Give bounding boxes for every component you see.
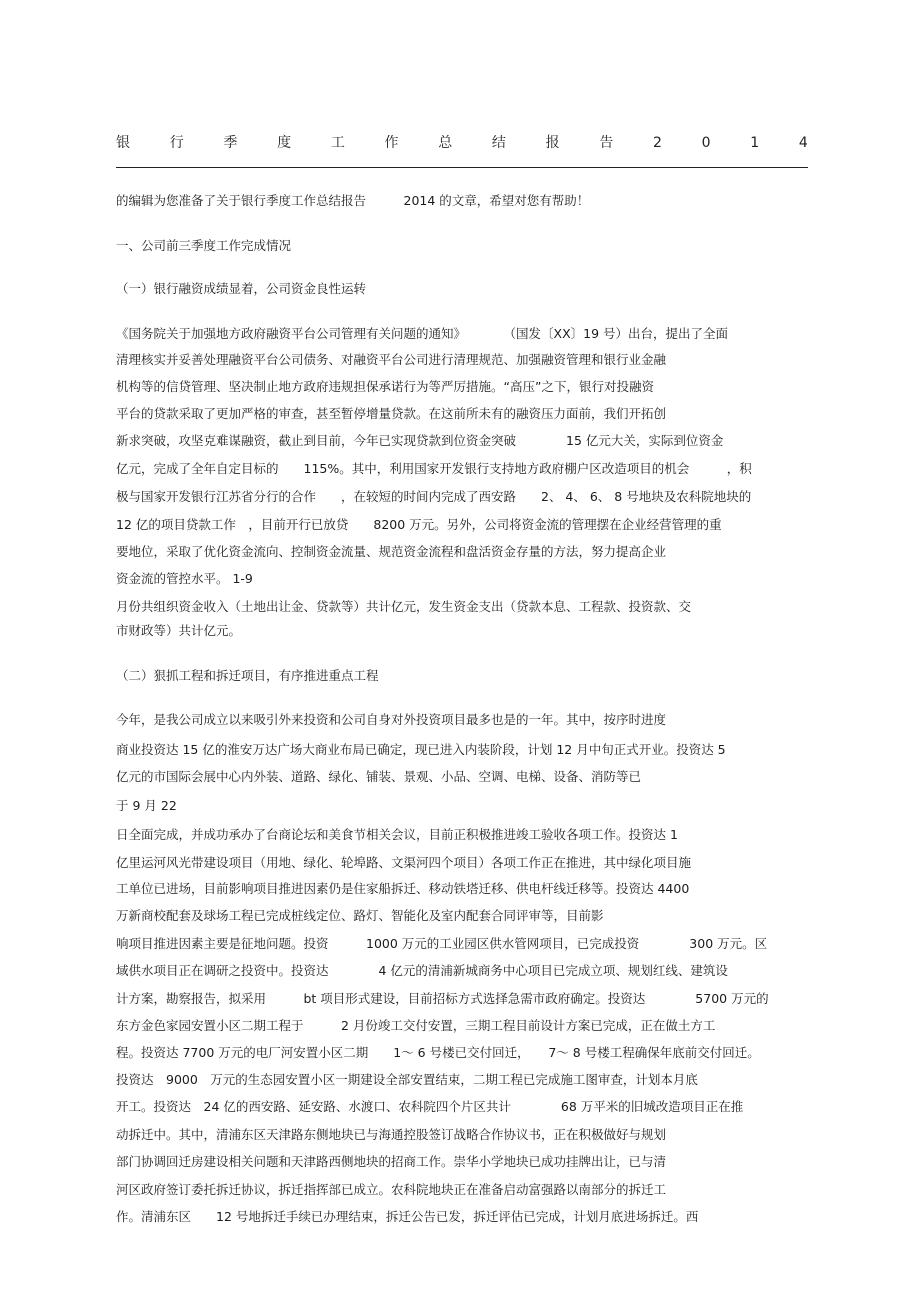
body-line: 程。投资达 7700 万元的电厂河安置小区二期 1～ 6 号楼已交付回迁， 7～ 8 号楼工程确保年底前交付回迁。	[116, 1045, 760, 1060]
body-line: 月份共组织资金收入（土地出让金、贷款等）共计亿元，发生资金支出（贷款本息、工程款、投资款、交	[116, 599, 692, 614]
body-line: 商业投资达 15 亿的淮安万达广场大商业布局已确定，现已进入内装阶段，计划 12 月中旬正式开业。投资达 5	[116, 742, 726, 757]
title-char: 结	[491, 135, 506, 151]
body-line: 市财政等）共计亿元。	[116, 623, 242, 638]
body-line: 万新商校配套及球场工程已完成桩线定位、路灯、智能化及室内配套合同评审等，目前影	[116, 908, 604, 923]
title-divider	[116, 167, 808, 168]
body-line: 平台的贷款采取了更加严格的审查，甚至暂停增量贷款。在这前所未有的融资压力面前，我们开拓创	[116, 406, 667, 421]
title-char: 告	[599, 135, 614, 151]
body-line: 日全面完成，并成功承办了台商论坛和美食节相关会议，目前正积极推进竣工验收各项工作。投资达 1	[116, 827, 678, 842]
body-line: 机构等的信贷管理、坚决制止地方政府违规担保承诺行为等严厉措施。“高压”之下，银行对投融资	[116, 379, 654, 394]
body-line: 资金流的管控水平。 1-9	[116, 571, 253, 586]
body-line: 《国务院关于加强地方政府融资平台公司管理有关问题的通知》 （国发〔XX〕19 号）出台，提出了全面	[116, 326, 729, 341]
body-line: 12 亿的项目贷款工作 ，目前开行已放贷 8200 万元。另外，公司将资金流的管理摆在企业经营管理的重	[116, 517, 722, 532]
title-char: 季	[223, 135, 238, 151]
body-line: （一）银行融资成绩显着，公司资金良性运转	[116, 281, 367, 296]
title-char: 银	[116, 135, 130, 151]
body-line: （二）狠抓工程和拆迁项目，有序推进重点工程	[116, 668, 379, 683]
body-line: 东方金色家园安置小区二期工程于 2 月份竣工交付安置，三期工程目前设计方案已完成，正在做土方工	[116, 1018, 716, 1033]
title-char: 报	[545, 135, 560, 151]
body-line: 域供水项目正在调研之投资中。投资达 4 亿元的清浦新城商务中心项目已完成立项、规划红线、建筑设	[116, 963, 728, 978]
body-line: 部门协调回迁房建设相关问题和天津路西侧地块的招商工作。崇华小学地块已成功挂牌出让，已与清	[116, 1154, 667, 1169]
body-line: 极与国家开发银行江苏省分行的合作 ，在较短的时间内完成了西安路 2、 4、 6、 8 号地块及农科院地块的	[116, 489, 752, 504]
title-char: 4	[798, 135, 808, 151]
title-char: 度	[277, 135, 292, 151]
body-line: 作。清浦东区 12 号地拆迁手续已办理结束，拆迁公告已发，拆迁评估已完成，计划月底进场拆迁。西	[116, 1209, 699, 1224]
body-line: 亿里运河风光带建设项目（用地、绿化、轮埠路、文渠河四个项目）各项工作正在推进，其中绿化项目施	[116, 855, 692, 870]
body-line: 动拆迁中。其中，清浦东区天津路东侧地块已与海通控股签订战略合作协议书，正在积极做好与规划	[116, 1127, 667, 1142]
body-line: 的编辑为您准备了关于银行季度工作总结报告 2014 的文章，希望对您有帮助！	[116, 193, 590, 208]
title-char: 作	[384, 135, 399, 151]
body-line: 河区政府签订委托拆迁协议，拆迁指挥部已成立。农科院地块正在准备启动富强路以南部分的拆迁工	[116, 1182, 667, 1197]
body-line: 今年，是我公司成立以来吸引外来投资和公司自身对外投资项目最多也是的一年。其中，按序时进度	[116, 712, 667, 727]
body-line: 新求突破，攻坚克难谋融资，截止到目前，今年已实现贷款到位资金突破 15 亿元大关，实际到位资金	[116, 433, 724, 448]
body-line: 亿元的市国际会展中心内外装、道路、绿化、铺装、景观、小品、空调、电梯、设备、消防等已	[116, 769, 642, 784]
body-line: 于 9 月 22	[116, 798, 177, 813]
body-line: 开工。投资达 24 亿的西安路、延安路、水渡口、农科院四个片区共计 68 万平米的旧城改造项目正在推	[116, 1099, 744, 1114]
title-char: 1	[750, 135, 760, 151]
body-line: 响项目推进因素主要是征地问题。投资 1000 万元的工业园区供水管网项目，已完成投资 300 万元。区	[116, 936, 768, 951]
body-line: 工单位已进场，目前影响项目推进因素仍是住家船拆迁、移动铁塔迁移、供电杆线迁移等。投资达 4400	[116, 881, 690, 896]
title-char: 2	[653, 135, 662, 151]
body-line: 亿元，完成了全年自定目标的 115%。其中，利用国家开发银行支持地方政府棚户区改造项目的机会 ，积	[116, 461, 752, 476]
title-char: 工	[330, 135, 345, 151]
title-char: 总	[438, 135, 453, 151]
title-char: 0	[701, 135, 711, 151]
body-line: 要地位，采取了优化资金流向、控制资金流量、规范资金流程和盘活资金存量的方法，努力提高企业	[116, 544, 667, 559]
body-line: 计方案，勘察报告，拟采用 bt 项目形式建设，目前招标方式选择急需市政府确定。投资达 5700 万元的	[116, 991, 769, 1006]
document-title	[116, 133, 808, 153]
body-line: 清理核实并妥善处理融资平台公司债务、对融资平台公司进行清理规范、加强融资管理和银行业金融	[116, 352, 667, 367]
body-line: 投资达 9000 万元的生态园安置小区一期建设全部安置结束，二期工程已完成施工图审查，计划本月底	[116, 1072, 698, 1087]
title-char: 行	[169, 135, 184, 151]
body-line: 一、公司前三季度工作完成情况	[116, 238, 292, 253]
